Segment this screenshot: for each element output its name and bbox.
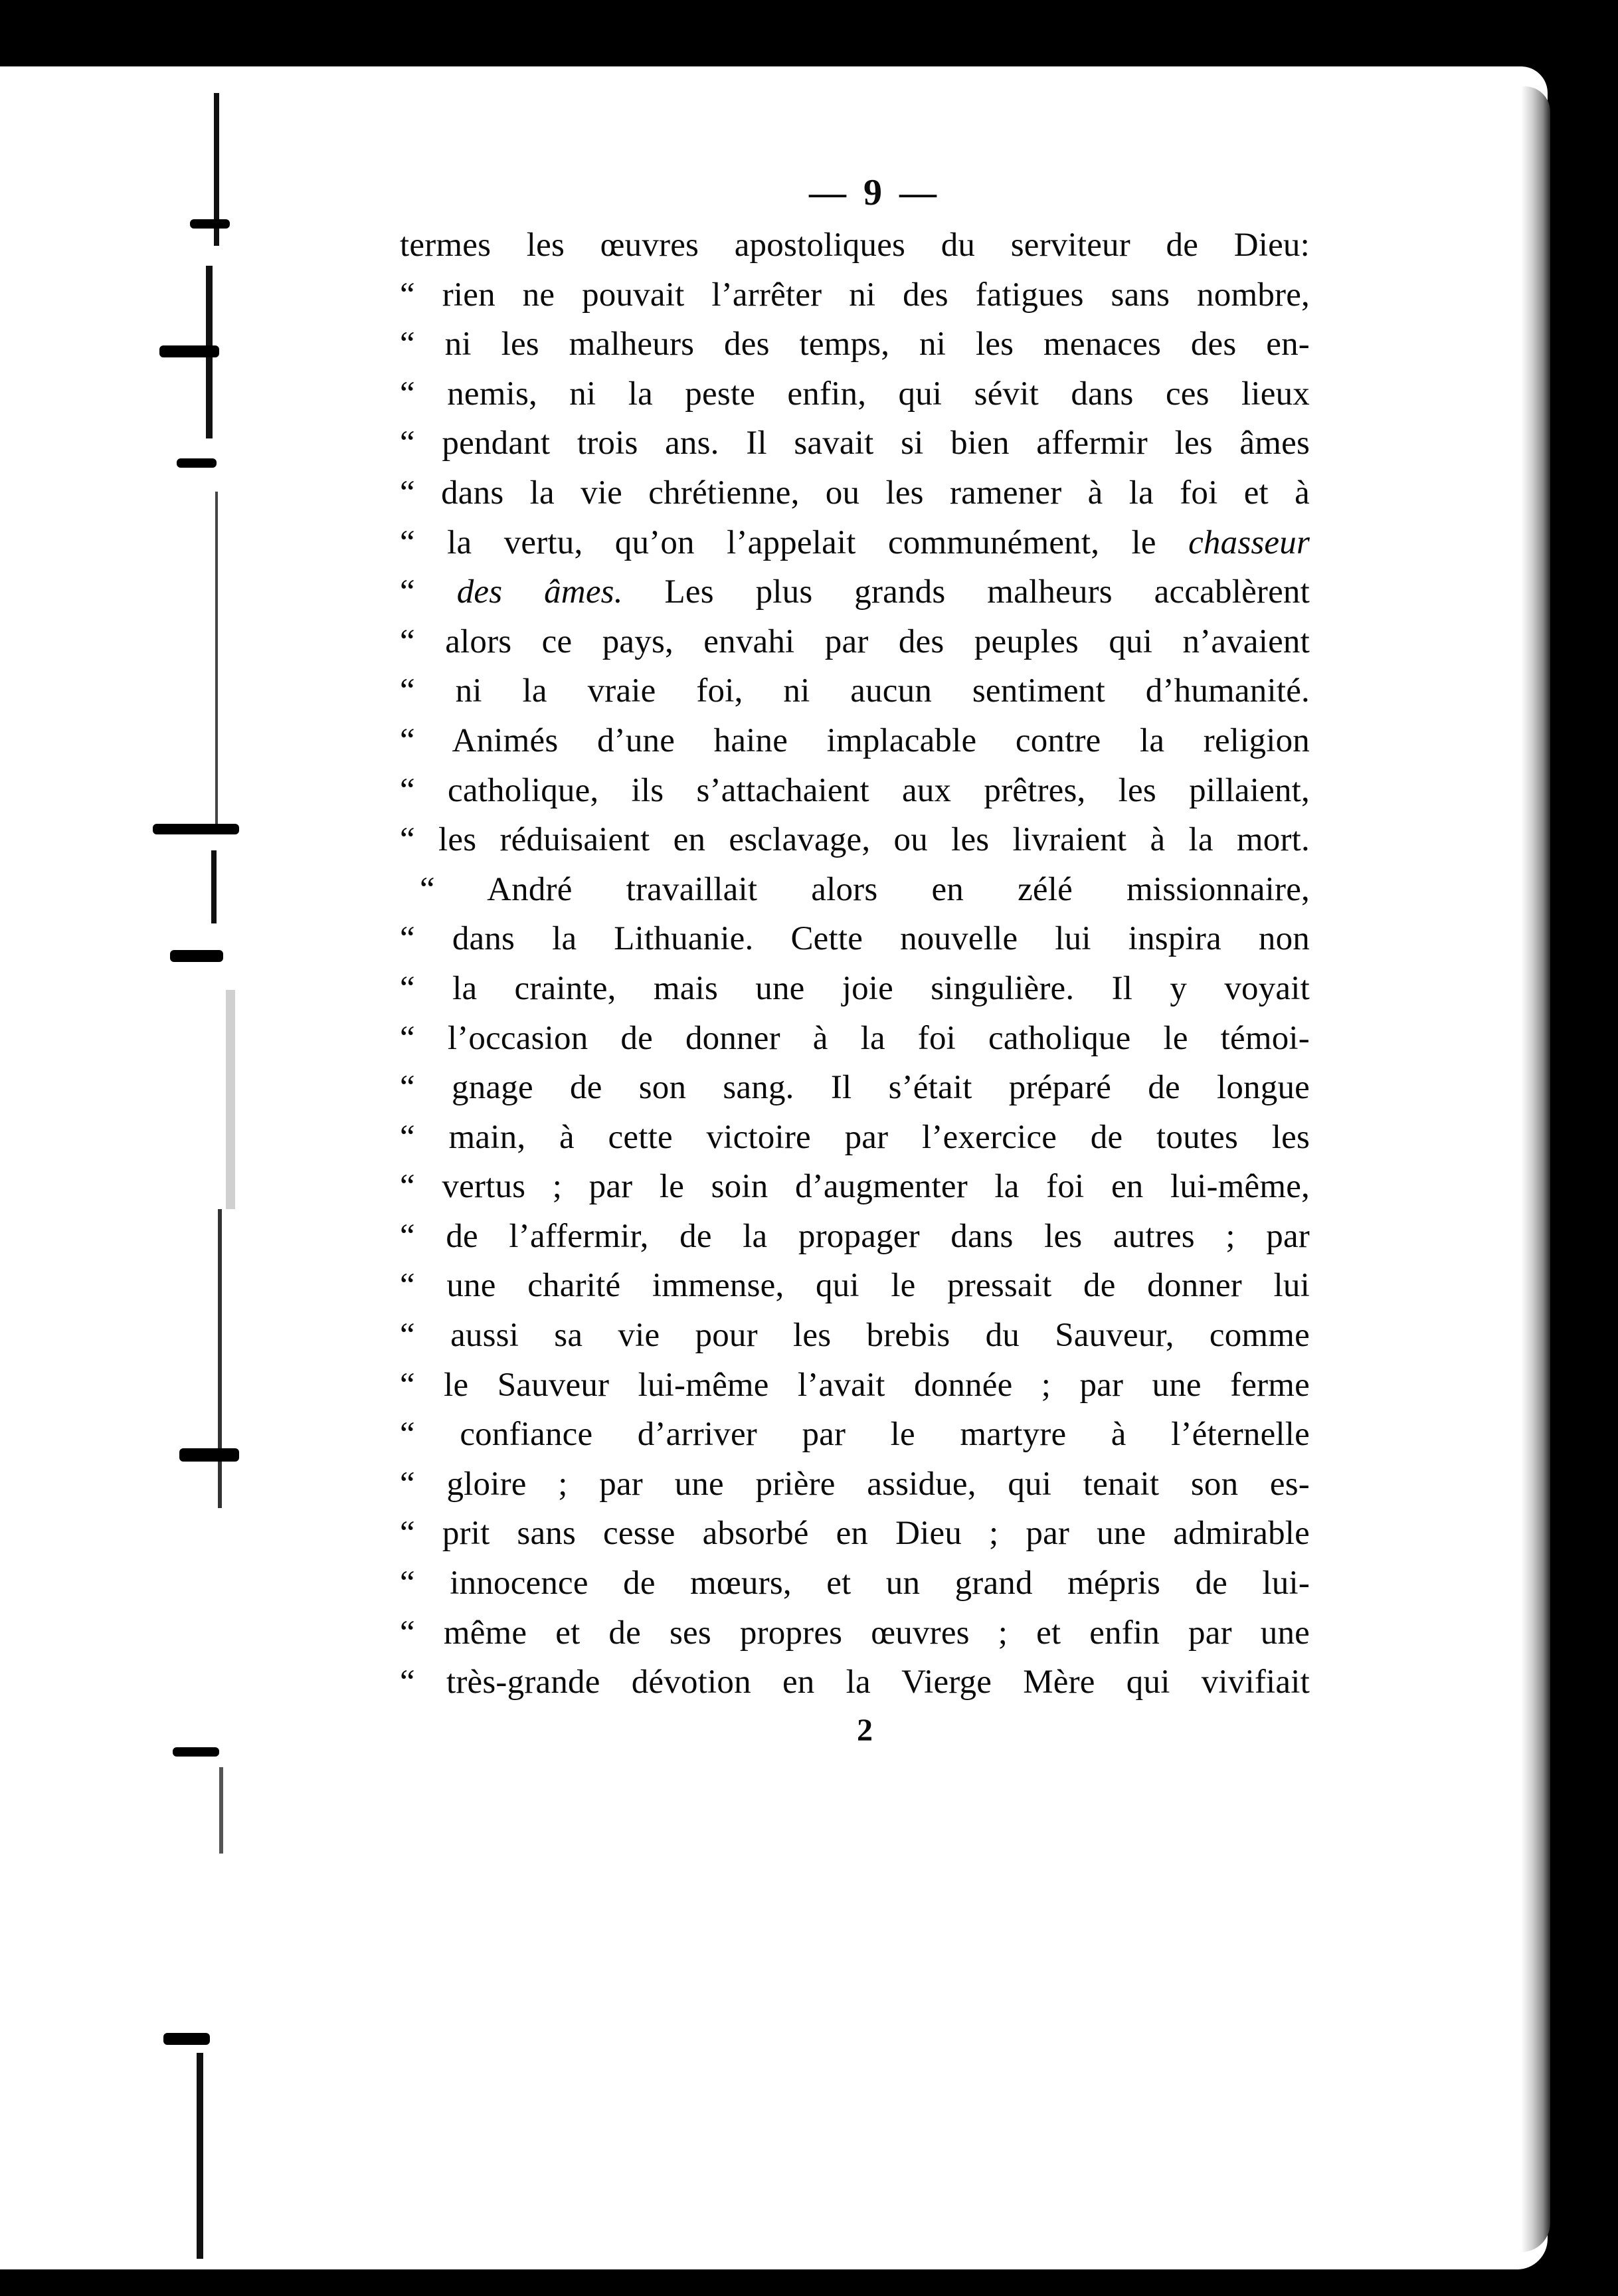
signature-mark: 2 (857, 1712, 873, 1748)
text-line (400, 567, 1310, 617)
text-line-content: “ catholique, ils s’attachaient aux prêtres, les pillaient, (400, 771, 1310, 809)
text-line (400, 1113, 1310, 1163)
text-line (400, 518, 1310, 568)
text-line-content: “ ni la vraie foi, ni aucun sentiment d’humanité. (400, 672, 1310, 710)
text-line-content: “ gnage de son sang. Il s’était préparé de longue (400, 1069, 1310, 1107)
text-line-content: “ prit sans cesse absorbé en Dieu ; par une admirable (400, 1515, 1310, 1553)
italic-text: des âmes. (456, 573, 623, 611)
text-line (400, 666, 1310, 716)
binding-thread (219, 1767, 223, 1854)
text-line (400, 964, 1310, 1014)
text-line (400, 815, 1310, 865)
text-line-content: “ pendant trois ans. Il savait si bien affermir les âmes (400, 425, 1310, 462)
text-line (400, 1212, 1310, 1262)
text-line-content: “ André travaillait alors en zélé missionnaire, (420, 870, 1310, 908)
text-line (400, 1261, 1310, 1311)
page-text-block (400, 165, 1310, 1754)
text-line-content: termes les œuvres apostoliques du serviteur de Dieu: (400, 227, 1310, 264)
binding-stitch (153, 824, 239, 834)
text-line (400, 617, 1310, 667)
text-line (400, 865, 1310, 915)
text-line (400, 1014, 1310, 1064)
binding-stitch (159, 345, 219, 357)
text-line (400, 1509, 1310, 1559)
text-line-content: “ nemis, ni la peste enfin, qui sévit dans ces lieux (400, 375, 1310, 413)
body-text (400, 221, 1310, 1707)
binding-stitch (173, 1747, 219, 1757)
text-line (400, 766, 1310, 816)
page-edge-shadow (1521, 86, 1550, 2252)
text-line-content: “ main, à cette victoire par l’exercice de toutes les (400, 1118, 1310, 1156)
text-line (400, 914, 1310, 964)
text-line-content: “ dans la vie chrétienne, ou les ramener à la foi et à (400, 474, 1310, 512)
text-line (400, 1063, 1310, 1113)
text-line-content: “ ni les malheurs des temps, ni les menaces des en- (400, 326, 1310, 363)
text-line (400, 270, 1310, 320)
binding-stitch (179, 1448, 239, 1462)
binding-thread (197, 2053, 203, 2259)
text-line (400, 1658, 1310, 1707)
text-line-content: “ (400, 573, 457, 611)
text-line (400, 468, 1310, 518)
text-line-content: “ l’occasion de donner à la foi catholique le témoi- (400, 1019, 1310, 1057)
binding-stitch (190, 219, 230, 229)
text-line-content: “ aussi sa vie pour les brebis du Sauveur, comme (400, 1317, 1310, 1355)
text-line (400, 221, 1310, 270)
binding-thread-faded (226, 990, 235, 1209)
text-line-content: “ confiance d’arriver par le martyre à l’éternelle (400, 1416, 1310, 1454)
binding-stitches (133, 66, 232, 2296)
text-line-content: “ dans la Lithuanie. Cette nouvelle lui inspira non (400, 920, 1310, 958)
text-line-content: “ la crainte, mais une joie singulière. Il y voyait (400, 969, 1310, 1007)
text-line-content: “ innocence de mœurs, et un grand mépris de lui- (400, 1565, 1310, 1602)
text-line (400, 1361, 1310, 1410)
binding-stitch (163, 2033, 210, 2045)
text-line-content: “ les réduisaient en esclavage, ou les livraient à la mort. (400, 821, 1310, 859)
text-line (400, 1311, 1310, 1361)
text-line-content: “ même et de ses propres œuvres ; et enfin par une (400, 1614, 1310, 1652)
text-line (400, 1559, 1310, 1608)
text-line-content: “ une charité immense, qui le pressait de donner lui (400, 1267, 1310, 1305)
page-number: — 9 — (809, 172, 941, 213)
text-line-content: “ vertus ; par le soin d’augmenter la foi en lui-même, (400, 1168, 1310, 1206)
text-line-content: Les plus grands malheurs accablèrent (622, 573, 1310, 611)
text-line-content: “ gloire ; par une prière assidue, qui tenait son es- (400, 1465, 1310, 1503)
binding-stitch (170, 950, 223, 962)
text-line-content: “ alors ce pays, envahi par des peuples qui n’avaient (400, 622, 1310, 660)
text-line (400, 716, 1310, 766)
text-line (400, 1410, 1310, 1460)
binding-thread (215, 492, 218, 824)
italic-text: chasseur (1188, 524, 1310, 561)
binding-stitch (177, 458, 217, 468)
text-line-content: “ le Sauveur lui-même l’avait donnée ; par une ferme (400, 1366, 1310, 1404)
binding-thread (218, 1209, 222, 1508)
text-line-content: “ Animés d’une haine implacable contre la religion (400, 721, 1310, 759)
text-line (400, 1460, 1310, 1509)
binding-thread (211, 850, 217, 923)
text-line-content: “ rien ne pouvait l’arrêter ni des fatigues sans nombre, (400, 276, 1310, 314)
text-line (400, 1162, 1310, 1212)
text-line (400, 1608, 1310, 1658)
text-line-content: “ très-grande dévotion en la Vierge Mère qui vivifiait (400, 1664, 1310, 1701)
text-line (400, 369, 1310, 419)
text-line (400, 320, 1310, 369)
text-line-content: “ de l’affermir, de la propager dans les autres ; par (400, 1217, 1310, 1255)
text-line-content: “ la vertu, qu’on l’appelait communément, le (400, 524, 1189, 561)
text-line (400, 419, 1310, 468)
